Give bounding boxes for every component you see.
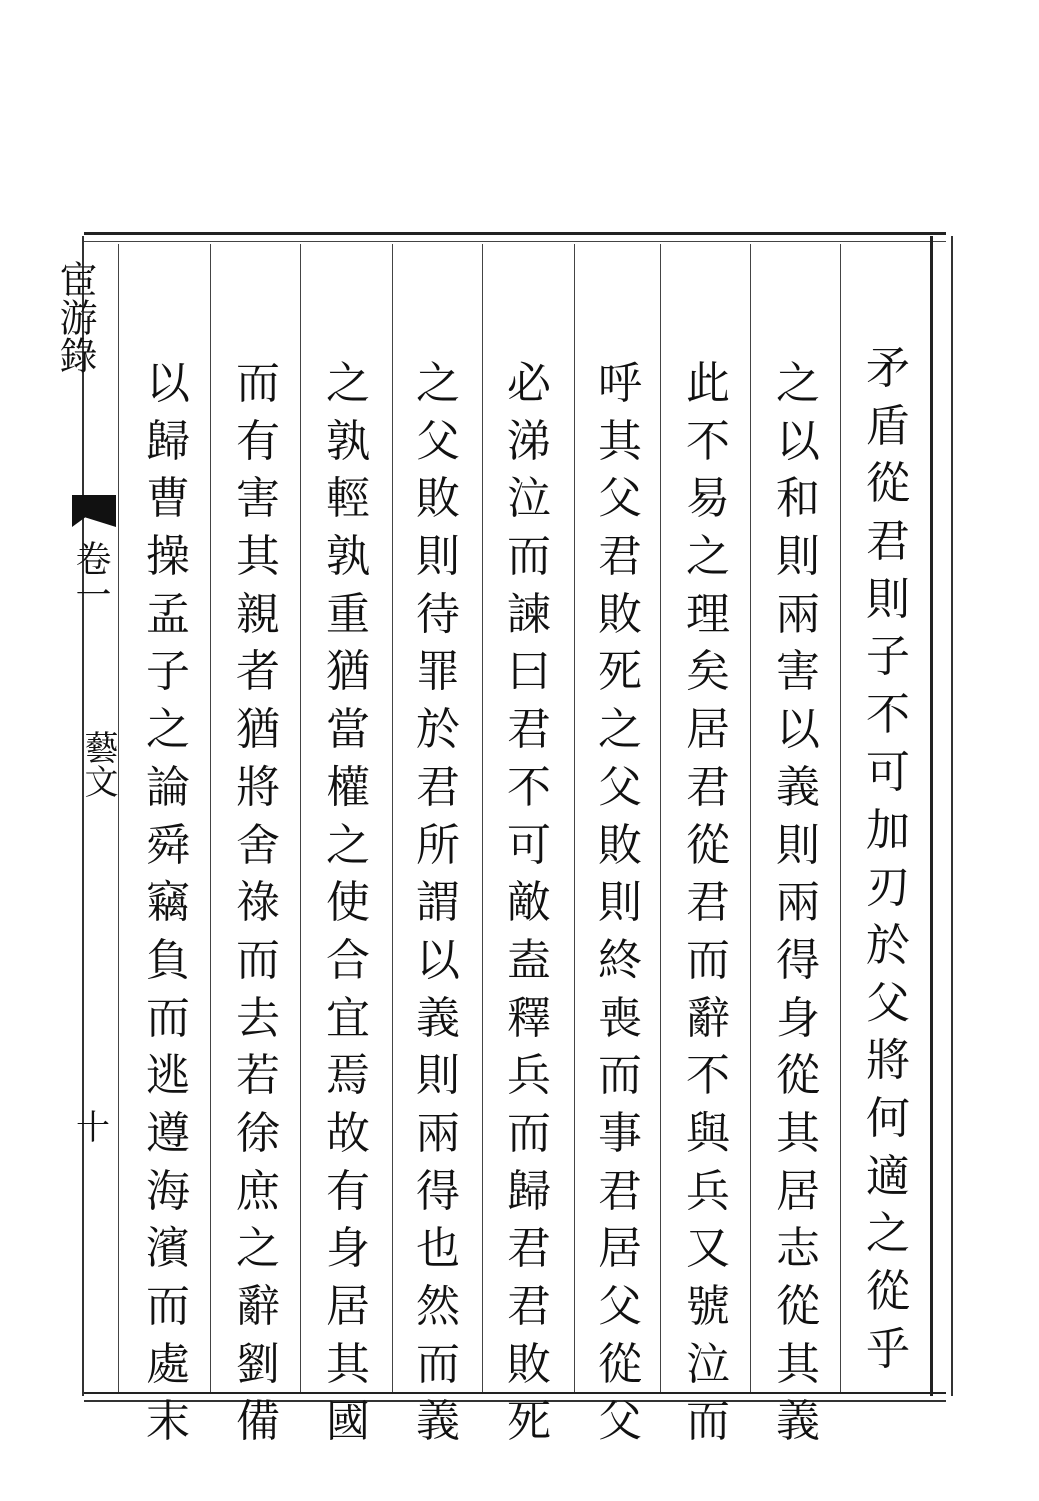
text-character: 理: [686, 588, 730, 640]
text-character: 權: [326, 761, 370, 813]
text-character: 使: [326, 877, 370, 929]
text-character: 敗: [507, 1338, 551, 1390]
text-character: 敗: [416, 473, 460, 525]
text-character: 泣: [507, 473, 551, 525]
column-rule: [840, 244, 841, 1392]
text-column-7: [308, 355, 388, 1451]
text-column-2: [758, 355, 838, 1451]
text-character: 竊: [146, 877, 190, 929]
text-character: 兩: [776, 588, 820, 640]
text-character: 而: [416, 1338, 460, 1390]
text-character: 乎: [866, 1323, 910, 1375]
text-character: 以: [776, 704, 820, 756]
text-character: 處: [146, 1338, 190, 1390]
text-character: 不: [686, 1050, 730, 1102]
text-character: 而: [507, 531, 551, 583]
text-character: 罪: [416, 646, 460, 698]
text-character: 以: [776, 415, 820, 467]
text-character: 父: [598, 473, 642, 525]
text-character: 此: [686, 358, 730, 409]
text-character: 而: [598, 1050, 642, 1102]
text-column-3: [668, 355, 748, 1451]
text-character: 於: [866, 919, 910, 971]
text-character: 涕: [507, 415, 551, 467]
text-character: 有: [236, 415, 280, 467]
text-character: 有: [326, 1165, 370, 1217]
text-character: 孰: [326, 531, 370, 583]
text-character: 而: [146, 992, 190, 1044]
text-character: 矛: [866, 343, 910, 394]
text-character: 得: [416, 1165, 460, 1217]
text-character: 末: [146, 1396, 190, 1448]
text-character: 義: [776, 1396, 820, 1448]
text-character: 敗: [598, 588, 642, 640]
text-character: 兵: [507, 1050, 551, 1102]
text-character: 歸: [507, 1165, 551, 1217]
text-character: 謂: [416, 877, 460, 929]
text-character: 若: [236, 1050, 280, 1102]
text-character: 將: [236, 761, 280, 813]
text-character: 從: [686, 819, 730, 871]
text-character: 義: [416, 992, 460, 1044]
text-character: 其: [236, 531, 280, 583]
text-character: 居: [326, 1281, 370, 1332]
text-character: 死: [507, 1396, 551, 1448]
text-character: 國: [326, 1396, 370, 1448]
text-character: 將: [866, 1035, 910, 1087]
column-rule: [660, 244, 661, 1392]
text-character: 身: [776, 992, 820, 1044]
text-character: 以: [416, 934, 460, 986]
text-character: 論: [146, 761, 190, 813]
text-column-6: [398, 355, 478, 1451]
block-heart: [0, 240, 118, 1392]
text-character: 其: [776, 1338, 820, 1390]
text-character: 從: [776, 1050, 820, 1102]
text-character: 其: [776, 1107, 820, 1159]
text-character: 而: [236, 358, 280, 409]
text-character: 負: [146, 934, 190, 986]
text-character: 則: [598, 877, 642, 929]
text-character: 孟: [146, 588, 190, 640]
text-character: 父: [598, 1396, 642, 1448]
text-character: 猶: [326, 646, 370, 698]
text-character: 舍: [236, 819, 280, 871]
text-character: 當: [326, 704, 370, 756]
text-column-4: [580, 355, 660, 1451]
text-character: 曰: [507, 646, 551, 698]
text-character: 者: [236, 646, 280, 698]
text-character: 不: [507, 761, 551, 813]
text-character: 從: [866, 1266, 910, 1317]
text-column-8: [218, 355, 298, 1451]
text-character: 刃: [866, 862, 910, 914]
text-character: 君: [507, 1223, 551, 1275]
text-character: 歸: [146, 415, 190, 467]
text-character: 從: [776, 1281, 820, 1332]
text-character: 備: [236, 1396, 280, 1448]
text-character: 不: [686, 415, 730, 467]
text-character: 遵: [146, 1107, 190, 1159]
text-character: 居: [598, 1223, 642, 1275]
text-character: 兩: [416, 1107, 460, 1159]
text-character: 輕: [326, 473, 370, 525]
text-character: 居: [686, 704, 730, 756]
text-column-1: [848, 340, 928, 1378]
text-character: 而: [686, 934, 730, 986]
text-character: 父: [416, 415, 460, 467]
text-character: 終: [598, 934, 642, 986]
text-character: 逃: [146, 1050, 190, 1102]
text-column-9: [128, 355, 208, 1451]
text-character: 可: [507, 819, 551, 871]
text-character: 濱: [146, 1223, 190, 1275]
text-character: 志: [776, 1223, 820, 1275]
text-character: 敗: [598, 819, 642, 871]
text-character: 之: [776, 358, 820, 409]
text-column-5: [489, 355, 569, 1451]
text-character: 之: [146, 704, 190, 756]
text-character: 之: [236, 1223, 280, 1275]
text-character: 喪: [598, 992, 642, 1044]
text-character: 父: [866, 977, 910, 1029]
text-character: 重: [326, 588, 370, 640]
text-character: 兩: [776, 877, 820, 929]
text-character: 父: [598, 761, 642, 813]
volume-label: 卷一: [70, 540, 111, 612]
frame-right-border: [930, 236, 953, 1396]
text-character: 宜: [326, 992, 370, 1044]
text-character: 死: [598, 646, 642, 698]
text-character: 君: [686, 877, 730, 929]
text-character: 泣: [686, 1338, 730, 1390]
column-rule: [750, 244, 751, 1392]
text-character: 矣: [686, 646, 730, 698]
text-character: 曹: [146, 473, 190, 525]
text-character: 君: [416, 761, 460, 813]
text-character: 害: [776, 646, 820, 698]
text-character: 子: [866, 631, 910, 683]
text-character: 君: [507, 1281, 551, 1332]
text-character: 易: [686, 473, 730, 525]
text-character: 辭: [686, 992, 730, 1044]
text-character: 之: [416, 358, 460, 409]
text-character: 何: [866, 1092, 910, 1144]
text-character: 海: [146, 1165, 190, 1217]
text-character: 義: [416, 1396, 460, 1448]
text-character: 則: [866, 573, 910, 625]
text-character: 而: [686, 1396, 730, 1448]
text-character: 徐: [236, 1107, 280, 1159]
text-character: 又: [686, 1223, 730, 1275]
text-character: 而: [236, 934, 280, 986]
text-character: 諫: [507, 588, 551, 640]
text-character: 焉: [326, 1050, 370, 1102]
text-character: 兵: [686, 1165, 730, 1217]
text-character: 孰: [326, 415, 370, 467]
column-rule: [482, 244, 483, 1392]
text-character: 釋: [507, 992, 551, 1044]
text-character: 舜: [146, 819, 190, 871]
text-character: 於: [416, 704, 460, 756]
text-character: 故: [326, 1107, 370, 1159]
text-character: 所: [416, 819, 460, 871]
text-character: 則: [776, 531, 820, 583]
text-character: 而: [507, 1107, 551, 1159]
frame-top-border: [84, 232, 946, 242]
column-rule: [392, 244, 393, 1392]
text-character: 身: [326, 1223, 370, 1275]
text-character: 其: [326, 1338, 370, 1390]
text-character: 也: [416, 1223, 460, 1275]
text-character: 事: [598, 1107, 642, 1159]
text-character: 操: [146, 531, 190, 583]
text-character: 君: [507, 704, 551, 756]
text-character: 君: [598, 531, 642, 583]
text-character: 呼: [598, 358, 642, 409]
text-character: 之: [326, 819, 370, 871]
text-character: 去: [236, 992, 280, 1044]
text-character: 祿: [236, 877, 280, 929]
column-rule: [118, 244, 119, 1392]
text-character: 之: [866, 1208, 910, 1260]
text-character: 劉: [236, 1338, 280, 1390]
text-character: 敵: [507, 877, 551, 929]
text-character: 適: [866, 1150, 910, 1202]
text-character: 之: [598, 704, 642, 756]
text-character: 害: [236, 473, 280, 525]
text-character: 則: [416, 1050, 460, 1102]
text-character: 君: [686, 761, 730, 813]
text-character: 合: [326, 934, 370, 986]
text-character: 號: [686, 1281, 730, 1332]
text-character: 以: [146, 358, 190, 409]
column-rule: [300, 244, 301, 1392]
text-character: 待: [416, 588, 460, 640]
text-character: 君: [866, 516, 910, 568]
text-character: 盍: [507, 934, 551, 986]
text-character: 辭: [236, 1281, 280, 1332]
text-character: 親: [236, 588, 280, 640]
text-character: 而: [146, 1281, 190, 1332]
text-character: 君: [598, 1165, 642, 1217]
text-character: 父: [598, 1281, 642, 1332]
section-label: 藝文: [78, 730, 118, 798]
text-character: 可: [866, 746, 910, 798]
book-title: 宦游錄: [53, 260, 97, 374]
text-character: 然: [416, 1281, 460, 1332]
column-rule: [210, 244, 211, 1392]
column-rule: [574, 244, 575, 1392]
text-character: 不: [866, 689, 910, 741]
text-character: 和: [776, 473, 820, 525]
text-character: 得: [776, 934, 820, 986]
text-character: 從: [598, 1338, 642, 1390]
text-character: 義: [776, 761, 820, 813]
text-character: 子: [146, 646, 190, 698]
text-character: 猶: [236, 704, 280, 756]
text-character: 居: [776, 1165, 820, 1217]
text-character: 之: [326, 358, 370, 409]
text-character: 與: [686, 1107, 730, 1159]
text-character: 之: [686, 531, 730, 583]
text-character: 則: [776, 819, 820, 871]
text-character: 必: [507, 358, 551, 409]
text-character: 庶: [236, 1165, 280, 1217]
text-character: 其: [598, 415, 642, 467]
page-number: 十: [76, 1108, 110, 1148]
text-character: 從: [866, 458, 910, 510]
text-character: 加: [866, 804, 910, 856]
text-character: 盾: [866, 400, 910, 452]
fish-tail-mark: [72, 495, 116, 527]
text-character: 則: [416, 531, 460, 583]
